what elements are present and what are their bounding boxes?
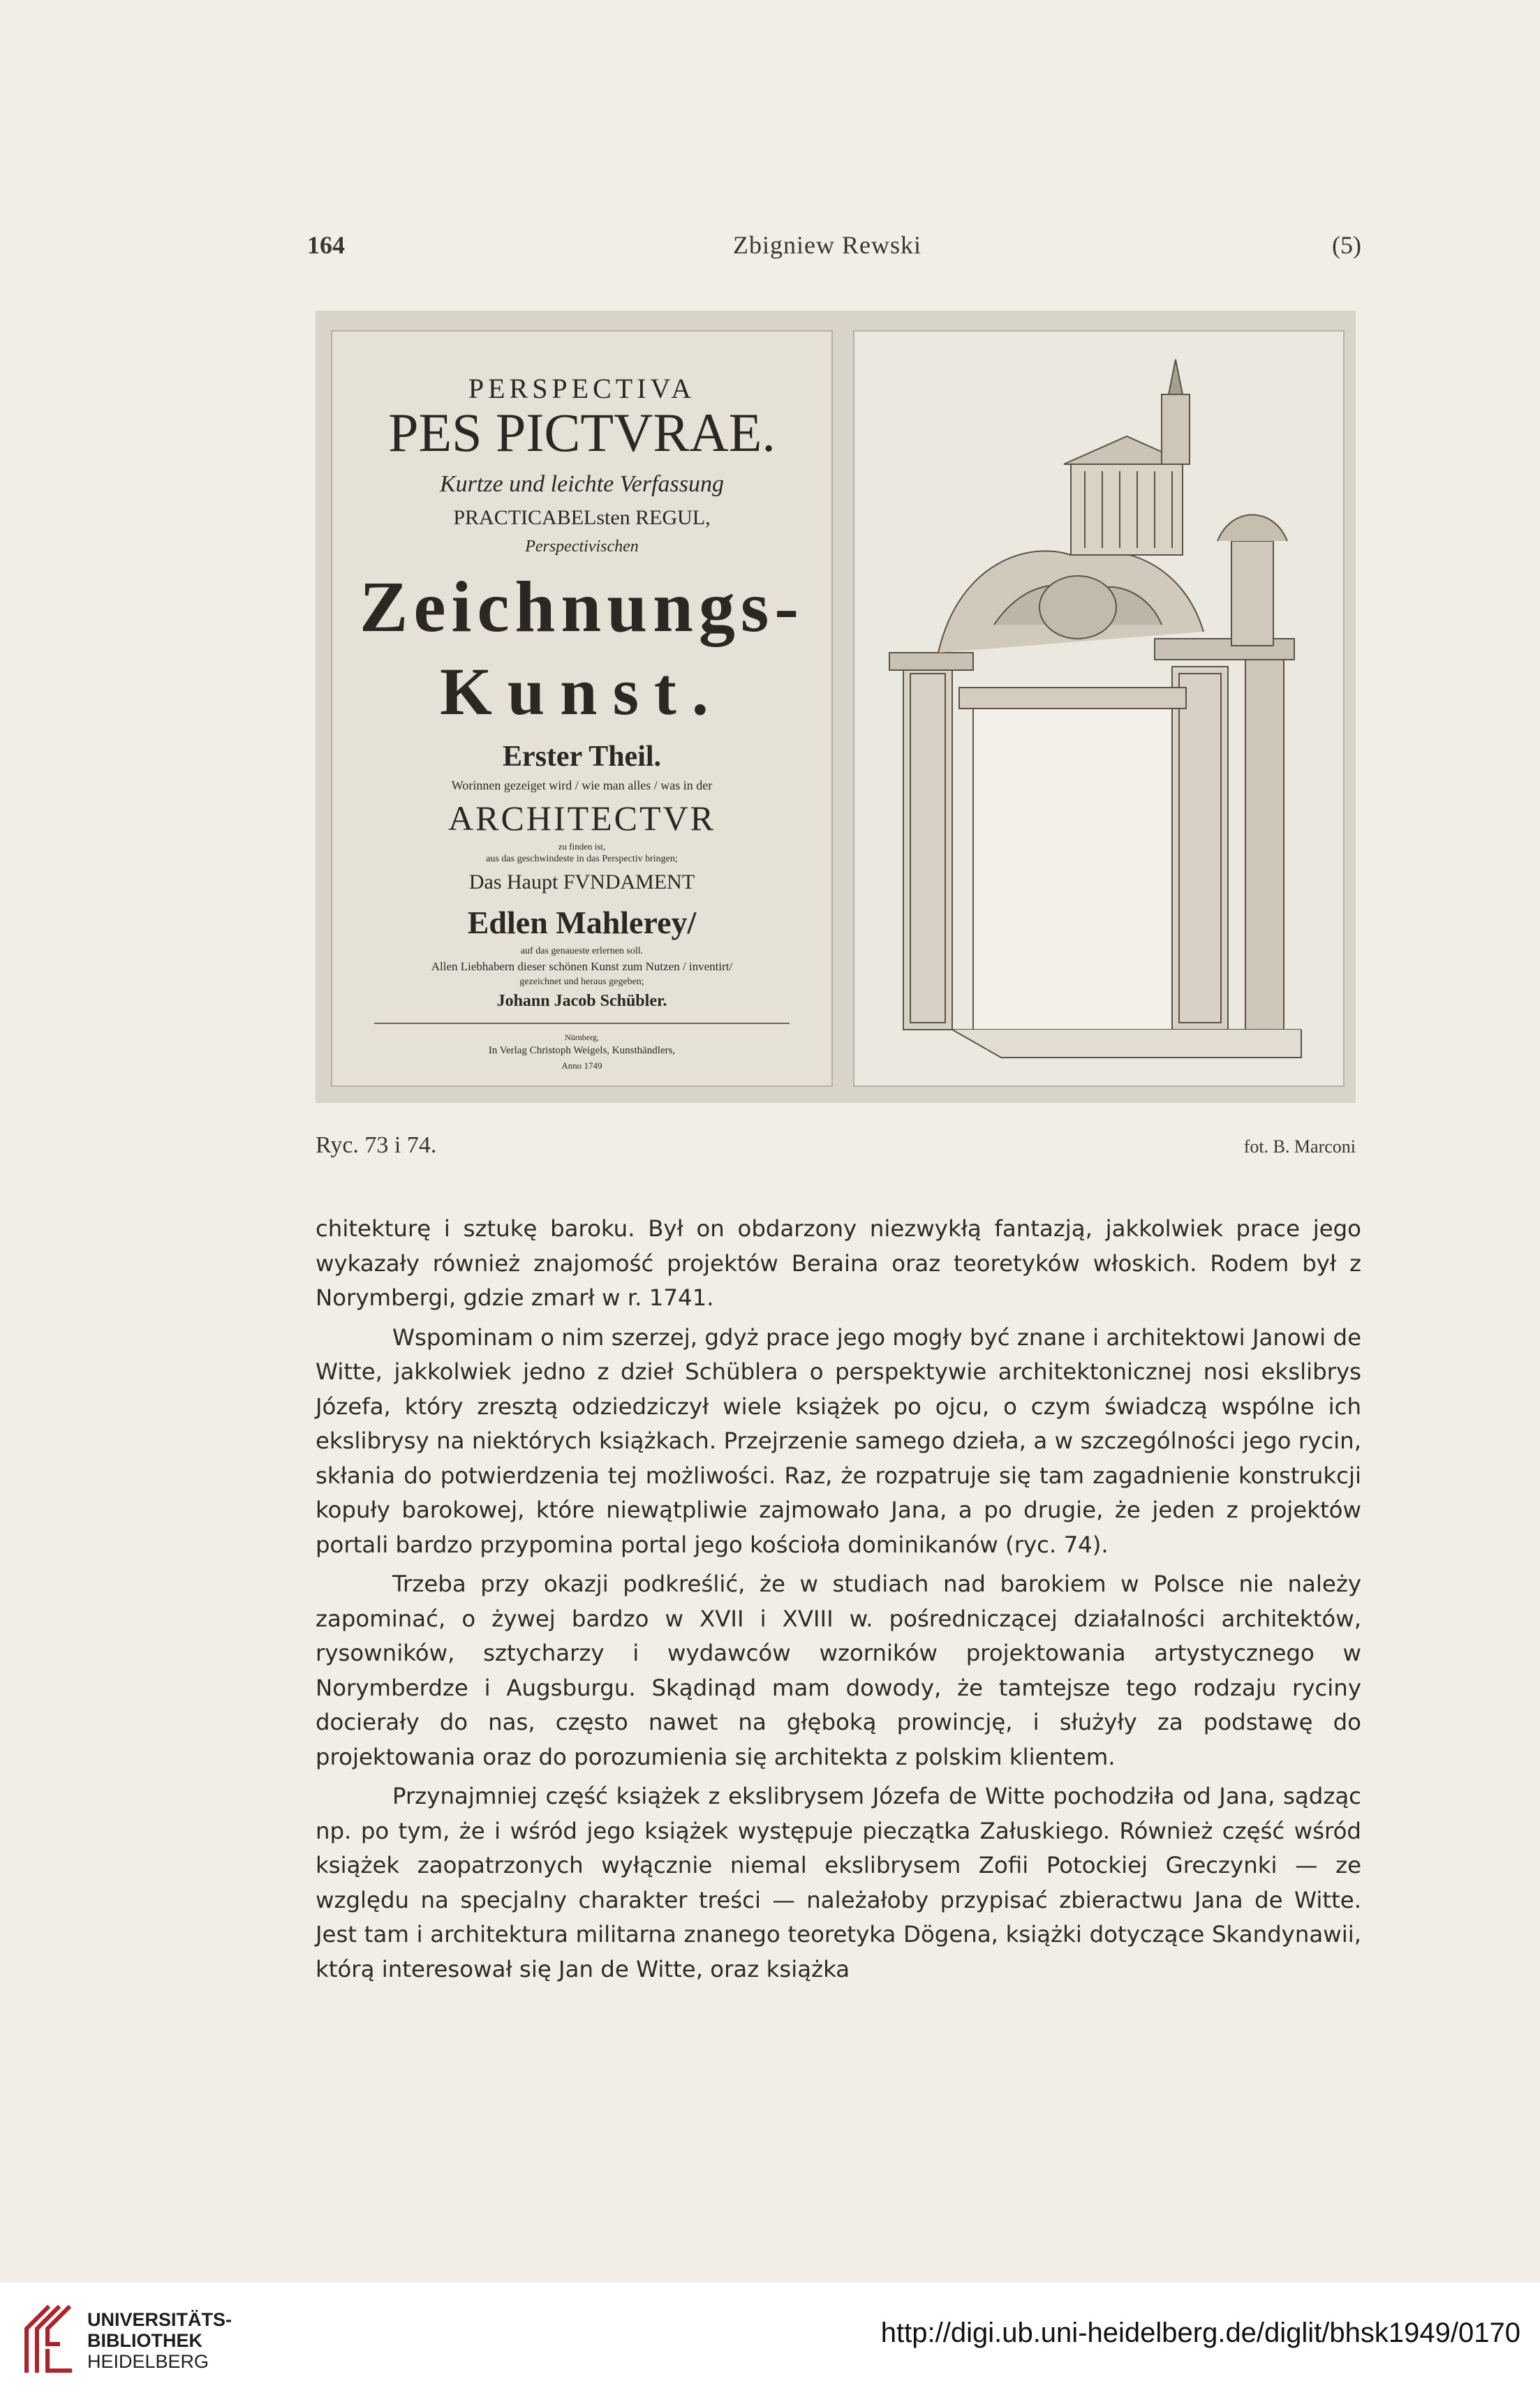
photo-credit: fot. B. Marconi	[1243, 1136, 1356, 1157]
paragraph: chitekturę i sztukę baroku. Był on obdarzony niezwykłą fantazją, jakkolwiek prace jego wykazały również znajomość projektów Beraina oraz teoretyków włoskich. Rodem był z Norymbergi, gdzie zmarł w r. 1741.	[316, 1215, 1361, 1311]
plate-line: auf das genaueste erlernen soll.	[520, 946, 644, 956]
baroque-portal-drawing	[854, 332, 1343, 1085]
running-head-author: Zbigniew Rewski	[733, 231, 921, 259]
plate-line: Das Haupt FVNDAMENT	[468, 870, 695, 894]
plate-rule	[374, 1023, 790, 1024]
logo-line: HEIDELBERG	[87, 2351, 209, 2372]
title-page-plate	[331, 330, 833, 1087]
portal-engraving-plate	[853, 330, 1345, 1087]
paragraph: Wspominam o nim szerzej, gdyż prace jego mogły być znane i architektowi Janowi de Witte, jakkolwiek jedno z dzieł Schüblera o perspektywie architektonicznej nosi ekslibrys Józefa, który zresztą odziedziczył wiele książek po ojcu, o czym świadczą wspólne ich ekslibrysy na niektórych książkach. Przejrzenie samego dzieła, a w szczególności jego rycin, skłania do potwierdzenia tej możliwości. Raz, że rozpatruje się tam zagadnienie konstrukcji kopuły barokowej, które niewątpliwie zajmowało Jana, a po drugie, że jeden z projektów portali bardzo przypomina portal jego kościoła dominikanów (ryc. 74).	[316, 1323, 1361, 1558]
plate-line: gezeichnet und heraus gegeben;	[519, 977, 644, 987]
plate-line: Anno 1749	[561, 1060, 602, 1071]
plate-line: In Verlag Christoph Weigels, Kunsthändlers,	[488, 1045, 676, 1056]
plate-line: PES PICTVRAE.	[388, 402, 776, 463]
logo-line: BIBLIOTHEK	[87, 2330, 202, 2351]
plate-line: Kunst.	[440, 654, 724, 729]
page-number: 164	[307, 231, 345, 259]
article-body	[316, 1212, 1361, 1987]
plate-line: PERSPECTIVA	[468, 373, 696, 404]
logo-line: UNIVERSITÄTS-	[87, 2309, 232, 2330]
source-url-link[interactable]: http://digi.ub.uni-heidelberg.de/diglit/bhsk1949/0170	[880, 2318, 1520, 2348]
plate-line: aus das geschwindeste in das Perspectiv bringen;	[486, 854, 678, 864]
plate-line: Allen Liebhabern dieser schönen Kunst zum Nutzen / inventirt/	[431, 960, 733, 973]
plate-line: Nürnberg,	[565, 1032, 599, 1042]
digitization-footer	[0, 2283, 1540, 2395]
plate-line: ARCHITECTVR	[448, 799, 716, 838]
library-logo-icon	[20, 2302, 75, 2375]
plate-line: Worinnen gezeiget wird / wie man alles / was in der	[451, 778, 713, 792]
section-number: (5)	[1332, 231, 1361, 259]
plate-line: Edlen Mahlerey/	[467, 905, 697, 940]
caption-label: Ryc. 73 i 74.	[316, 1132, 437, 1158]
plate-line: Kurtze und leichte Verfassung	[439, 471, 725, 497]
illustration-plates	[316, 311, 1356, 1103]
paragraph: Trzeba przy okazji podkreślić, że w studiach nad barokiem w Polsce nie należy zapominać, o żywej bardzo w XVII i XVIII w. pośredniczącej działalności architektów, rysowników, sztycharzy i wydawców wzorników projektowania artystycznego w Norymberdze i Augsburgu. Skądinąd mam dowody, że tamtejsze tego rodzaju ryciny docierały do nas, często nawet na głęboką prowincję, i służyły za podstawę do projektowania oraz do porozumienia się architekta z polskim klientem.	[316, 1571, 1361, 1770]
library-logo-text	[87, 2309, 232, 2372]
plate-line: zu finden ist,	[558, 841, 606, 852]
figure-caption	[316, 1132, 1356, 1160]
plate-line: Erster Theil.	[502, 741, 662, 773]
plate-line: PRACTICABELsten REGUL,	[453, 506, 711, 529]
plate-line: Johann Jacob Schübler.	[496, 992, 667, 1010]
running-header	[307, 230, 1361, 265]
plate-line: Perspectivischen	[525, 537, 639, 556]
plate-line: Zeichnungs-	[359, 567, 805, 647]
paragraph: Przynajmniej część książek z ekslibrysem Józefa de Witte pochodziła od Jana, sądząc np. po tym, że i wśród jego książek występuje pieczątka Załuskiego. Również część wśród książek zaopatrzonych wyłącznie niemal ekslibrysem Zofii Potockiej Greczynki — ze względu na specjalny charakter treści — należałoby przypisać zbieractwu Jana de Witte. Jest tam i architektura militarna znanego teoretyka Dögena, książki dotyczące Skandynawii, którą interesował się Jan de Witte, oraz książka	[316, 1783, 1361, 1982]
